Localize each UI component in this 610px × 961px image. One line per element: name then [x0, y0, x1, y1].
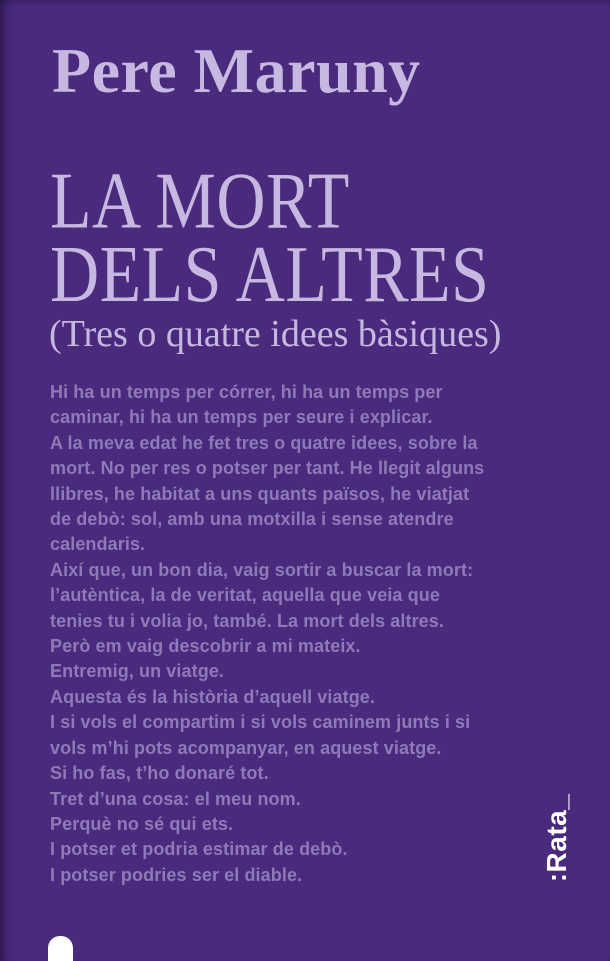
blurb-line: de debò: sol, amb una motxilla i sense atendre: [50, 509, 454, 530]
book-title: [50, 155, 490, 319]
tombstone-mark-icon: [48, 936, 73, 961]
blurb-line: A la meva edat he fet tres o quatre idees, sobre la: [50, 432, 478, 453]
blurb-line: calendaris.: [50, 534, 146, 555]
blurb-line: l’autèntica, la de veritat, aquella que veia que: [50, 585, 440, 606]
author-name: Pere Maruny: [52, 35, 421, 106]
back-cover-blurb: [50, 380, 530, 888]
blurb-line: caminar, hi ha un temps per seure i explicar.: [50, 407, 433, 428]
publisher-logo-rata: :Rata_: [541, 793, 572, 883]
blurb-line: I potser podries ser el diable.: [50, 864, 303, 885]
book-title-line-2: DELS ALTRES: [50, 228, 490, 319]
blurb-line: tenies tu i volia jo, també. La mort dels altres.: [50, 610, 445, 631]
blurb-line: Perquè no sé qui ets.: [50, 813, 234, 834]
blurb-line: Hi ha un temps per córrer, hi ha un temps per: [50, 382, 443, 402]
blurb-line: I potser et podria estimar de debò.: [50, 839, 348, 860]
blurb-line: Aquesta és la història d’aquell viatge.: [50, 686, 375, 707]
blurb-line: vols m’hi pots acompanyar, en aquest viatge.: [50, 737, 442, 758]
book-title-line-1: LA MORT: [50, 155, 350, 246]
blurb-line: mort. No per res o potser per tant. He llegit alguns: [50, 458, 485, 479]
blurb-line: Entremig, un viatge.: [50, 661, 225, 682]
blurb-line: I si vols el compartim i si vols caminem junts i si: [50, 712, 471, 733]
blurb-line: Tret d’una cosa: el meu nom.: [50, 788, 301, 809]
blurb-line: Així que, un bon dia, vaig sortir a buscar la mort:: [50, 559, 474, 580]
book-subtitle: (Tres o quatre idees bàsiques): [49, 313, 502, 355]
blurb-line: Però em vaig descobrir a mi mateix.: [50, 636, 361, 657]
blurb-line: Si ho fas, t’ho donaré tot.: [50, 763, 269, 784]
blurb-line: llibres, he habitat a uns quants països, he viatjat: [50, 483, 470, 504]
